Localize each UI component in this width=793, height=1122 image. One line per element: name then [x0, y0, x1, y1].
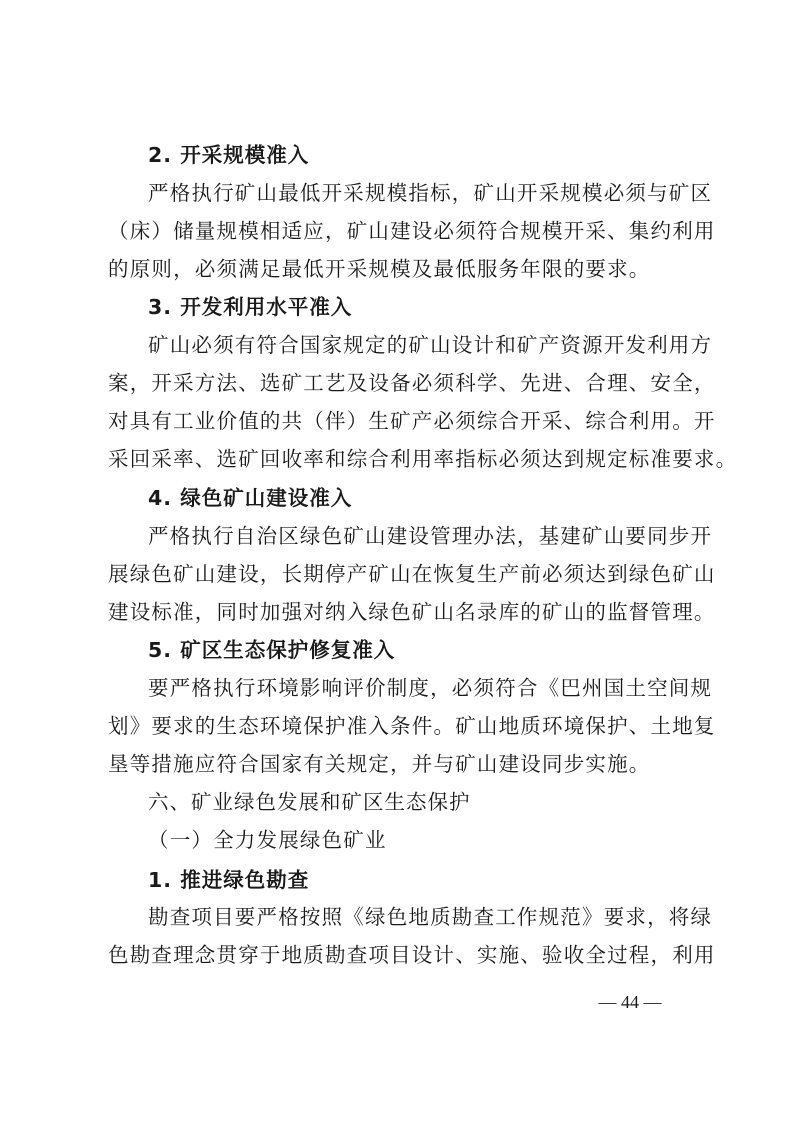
paragraph-line: 要严格执行环境影响评价制度，必须符合《巴州国土空间规 — [148, 676, 713, 700]
heading-utilization-level: 3. 开发利用水平准入 — [148, 295, 353, 319]
subsection-title: （一）全力发展绿色矿业 — [148, 828, 387, 852]
heading-ecological-restoration: 5. 矿区生态保护修复准入 — [148, 638, 396, 662]
paragraph-line: 展绿色矿山建设，长期停产矿山在恢复生产前必须达到绿色矿山 — [108, 562, 716, 586]
paragraph-line: 严格执行矿山最低开采规模指标，矿山开采规模必须与矿区 — [148, 181, 713, 205]
paragraph-line: 划》要求的生态环境保护准入条件。矿山地质环境保护、土地复 — [108, 714, 716, 738]
heading-green-exploration: 1. 推进绿色勘查 — [148, 868, 310, 892]
heading-mining-scale: 2. 开采规模准入 — [148, 143, 310, 167]
paragraph-line: 严格执行自治区绿色矿山建设管理办法，基建矿山要同步开 — [148, 524, 713, 548]
page-number: — 44 — — [598, 992, 662, 1012]
paragraph-line: 矿山必须有符合国家规定的矿山设计和矿产资源开发利用方 — [148, 333, 713, 357]
paragraph-line: 建设标准，同时加强对纳入绿色矿山名录库的矿山的监督管理。 — [108, 600, 716, 624]
paragraph-line: 的原则，必须满足最低开采规模及最低服务年限的要求。 — [108, 257, 651, 281]
paragraph-line: 垦等措施应符合国家有关规定，并与矿山建设同步实施。 — [108, 752, 651, 776]
paragraph-line: 采回采率、选矿回收率和综合利用率指标必须达到规定标准要求。 — [108, 447, 738, 471]
heading-green-mine: 4. 绿色矿山建设准入 — [148, 486, 353, 510]
paragraph-line: 案，开采方法、选矿工艺及设备必须科学、先进、合理、安全， — [108, 371, 716, 395]
paragraph-line: 色勘查理念贯穿于地质勘查项目设计、实施、验收全过程，利用 — [108, 943, 716, 967]
paragraph-line: 勘查项目要严格按照《绿色地质勘查工作规范》要求，将绿 — [148, 905, 713, 929]
paragraph-line: 对具有工业价值的共（伴）生矿产必须综合开采、综合利用。开 — [108, 409, 716, 433]
paragraph-line: （床）储量规模相适应，矿山建设必须符合规模开采、集约利用 — [108, 219, 716, 243]
section-title: 六、矿业绿色发展和矿区生态保护 — [148, 790, 471, 814]
